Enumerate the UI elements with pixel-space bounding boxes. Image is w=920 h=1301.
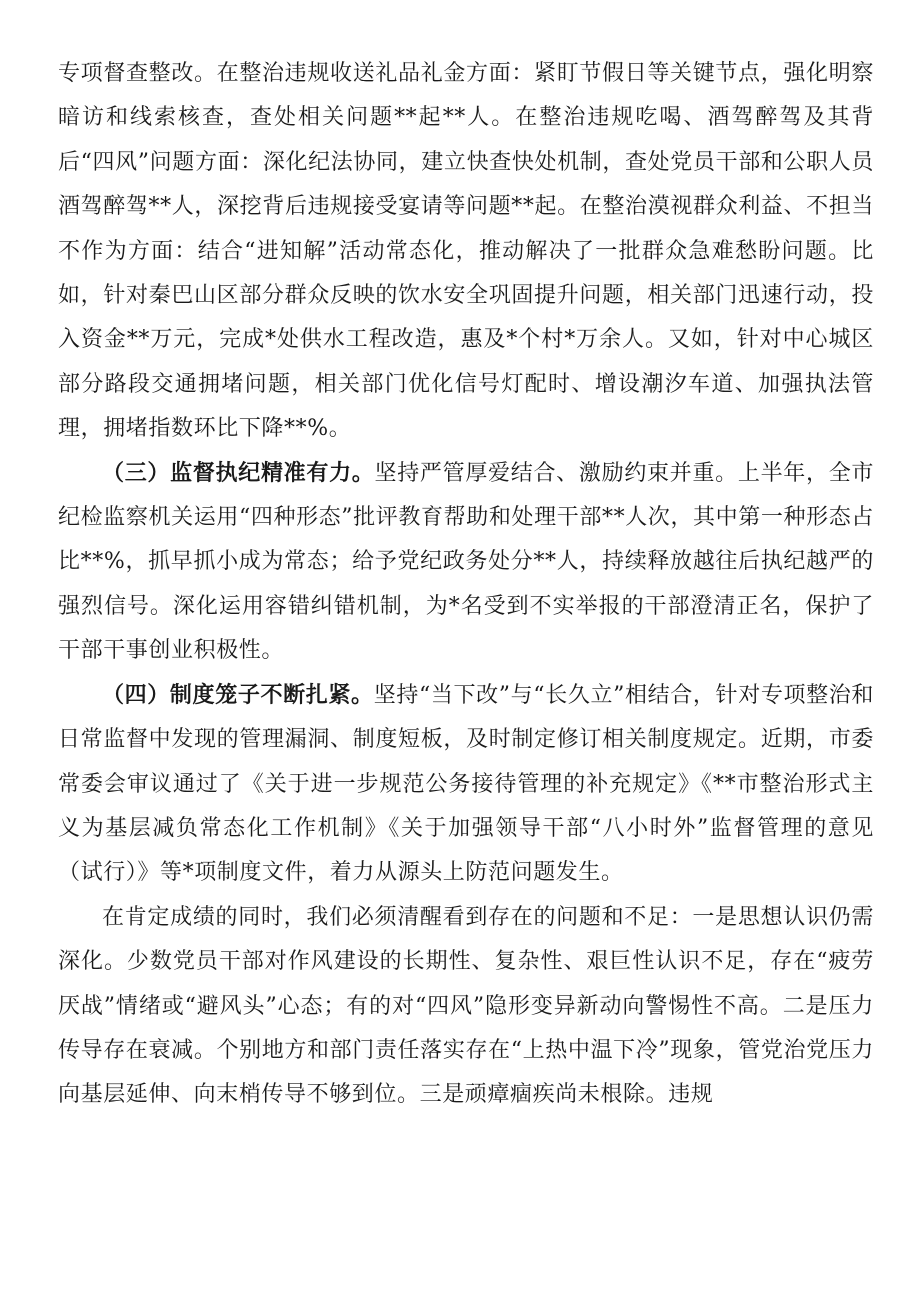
paragraph-section-four: [58, 674, 874, 896]
section-heading-three: （三）监督执纪精准有力。: [102, 460, 375, 486]
paragraph-section-three: [58, 452, 874, 674]
paragraph-text: 坚持“当下改”与“长久立”相结合，针对专项整治和日常监督中发现的管理漏洞、制度短板，及时制定修订相关制度规定。近期，市委常委会审议通过了《关于进一步规范公务接待管理的补充规定》《**市整治形式主义为基层减负常态化工作机制》《关于加强领导干部“八小时外”监督管理的意见（试行）》等*项制度文件，着力从源头上防范问题发生。: [58, 682, 875, 886]
document-page: [58, 52, 874, 1118]
paragraph-text: 专项督查整改。在整治违规收送礼品礼金方面：紧盯节假日等关键节点，强化明察暗访和线索核查，查处相关问题**起**人。在整治违规吃喝、酒驾醉驾及其背后“四风”问题方面：深化纪法协同，建立快查快处机制，查处党员干部和公职人员酒驾醉驾**人，深挖背后违规接受宴请等问题**起。在整治漠视群众利益、不担当不作为方面：结合“进知解”活动常态化，推动解决了一批群众急难愁盼问题。比如，针对秦巴山区部分群众反映的饮水安全巩固提升问题，相关部门迅速行动，投入资金**万元，完成*处供水工程改造，惠及*个村*万余人。又如，针对中心城区部分路段交通拥堵问题，相关部门优化信号灯配时、增设潮汐车道、加强执法管理，拥堵指数环比下降**%。: [58, 61, 874, 442]
paragraph-text: 在肯定成绩的同时，我们必须清醒看到存在的问题和不足：一是思想认识仍需深化。少数党员干部对作风建设的长期性、复杂性、艰巨性认识不足，存在“疲劳厌战”情绪或“避风头”心态；有的对“四风”隐形变异新动向警惕性不高。二是压力传导存在衰减。个别地方和部门责任落实存在“上热中温下冷”现象，管党治党压力向基层延伸、向末梢传导不够到位。三是顽瘴痼疾尚未根除。违规: [58, 904, 874, 1108]
section-heading-four: （四）制度笼子不断扎紧。: [102, 682, 374, 708]
paragraph-text: 坚持严管厚爱结合、激励约束并重。上半年，全市纪检监察机关运用“四种形态”批评教育帮助和处理干部**人次，其中第一种形态占比**%，抓早抓小成为常态；给予党纪政务处分**人，持续释放越往后执纪越严的强烈信号。深化运用容错纠错机制，为*名受到不实举报的干部澄清正名，保护了干部干事创业积极性。: [58, 460, 875, 664]
paragraph-special-inspection: [58, 52, 874, 452]
paragraph-problems: [58, 896, 874, 1118]
